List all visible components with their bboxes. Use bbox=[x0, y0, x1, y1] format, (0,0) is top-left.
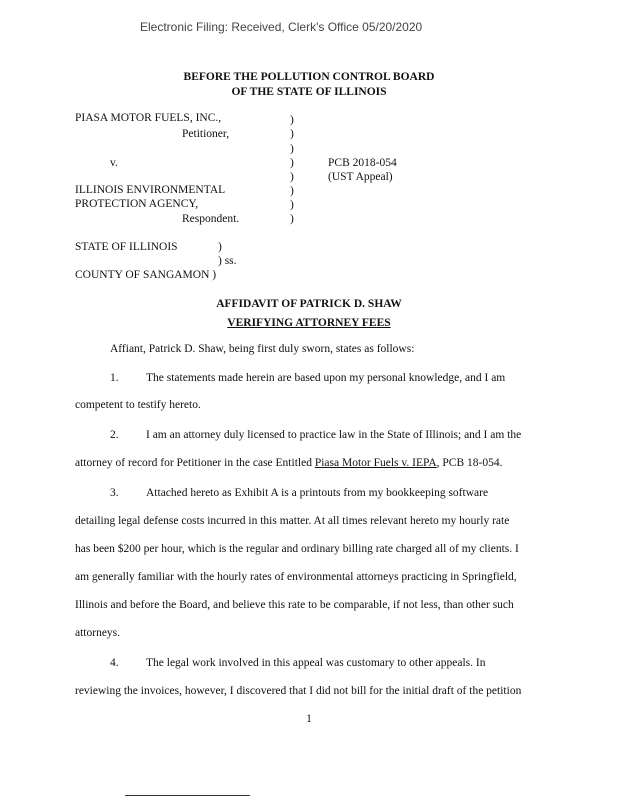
affidavit-title-line2: VERIFYING ATTORNEY FEES bbox=[227, 317, 391, 329]
para-4-number: 4. bbox=[110, 657, 119, 669]
footnote-rule bbox=[125, 795, 250, 796]
caption-paren: ) bbox=[290, 199, 294, 211]
respondent-name-line1: ILLINOIS ENVIRONMENTAL bbox=[75, 184, 226, 196]
para-3-line4: am generally familiar with the hourly rates of environmental attorneys practicing in Springfield, bbox=[75, 571, 517, 583]
para-3-line3: has been $200 per hour, which is the regular and ordinary billing rate charged all of my clients. I bbox=[75, 543, 519, 555]
caption-paren: ) bbox=[290, 128, 294, 140]
para-3-line5: Illinois and before the Board, and believe this rate to be comparable, if not less, than other such bbox=[75, 599, 514, 611]
respondent-role: Respondent. bbox=[182, 213, 240, 225]
para-2-line1: I am an attorney duly licensed to practice law in the State of Illinois; and I am the bbox=[146, 429, 522, 441]
para-2-line2 bbox=[75, 457, 502, 469]
venue-paren: ) bbox=[218, 241, 222, 253]
venue-state: STATE OF ILLINOIS bbox=[75, 241, 178, 253]
caption-paren: ) bbox=[290, 143, 294, 155]
caption-paren: ) bbox=[290, 157, 294, 169]
filing-stamp-header: Electronic Filing: Received, Clerk's Office 05/20/2020 bbox=[140, 20, 423, 34]
para-2-line2-start: attorney of record for Petitioner in the case Entitled bbox=[75, 457, 315, 469]
para-3-line2: detailing legal defense costs incurred in this matter. At all times relevant hereto my hourly rate bbox=[75, 515, 510, 527]
caption-paren: ) bbox=[290, 185, 294, 197]
para-3-line1: Attached hereto as Exhibit A is a printouts from my bookkeeping software bbox=[146, 487, 489, 499]
affidavit-title-line2-wrap bbox=[0, 313, 618, 331]
respondent-name-line2: PROTECTION AGENCY, bbox=[75, 198, 199, 210]
para-2-number: 2. bbox=[110, 429, 119, 441]
page-number: 1 bbox=[306, 713, 312, 725]
case-name: Piasa Motor Fuels v. IEPA bbox=[314, 457, 437, 469]
para-2-line2-end: , PCB 18-054. bbox=[436, 457, 503, 469]
caption-paren: ) bbox=[290, 171, 294, 183]
para-3-number: 3. bbox=[110, 487, 119, 499]
para-4-line1: The legal work involved in this appeal was customary to other appeals. In bbox=[146, 657, 486, 669]
caption-paren: ) bbox=[290, 213, 294, 225]
petitioner-name: PIASA MOTOR FUELS, INC., bbox=[75, 112, 222, 124]
board-title-line1: BEFORE THE POLLUTION CONTROL BOARD bbox=[183, 71, 435, 83]
board-title-line2: OF THE STATE OF ILLINOIS bbox=[231, 86, 387, 98]
para-4-line2: reviewing the invoices, however, I discovered that I did not bill for the initial draft of the petition bbox=[75, 685, 522, 697]
venue-ss: ) ss. bbox=[218, 255, 237, 267]
case-type: (UST Appeal) bbox=[328, 171, 393, 183]
para-1-line2: competent to testify hereto. bbox=[75, 399, 201, 411]
affidavit-title-line1: AFFIDAVIT OF PATRICK D. SHAW bbox=[216, 298, 402, 310]
petitioner-role: Petitioner, bbox=[182, 128, 230, 140]
para-1-number: 1. bbox=[110, 372, 119, 384]
venue-county: COUNTY OF SANGAMON ) bbox=[75, 269, 217, 281]
case-number: PCB 2018-054 bbox=[328, 157, 397, 169]
intro-text: Affiant, Patrick D. Shaw, being first duly sworn, states as follows: bbox=[110, 343, 415, 355]
para-1-line1: The statements made herein are based upon my personal knowledge, and I am bbox=[146, 372, 506, 384]
versus-label: v. bbox=[110, 157, 118, 169]
caption-paren: ) bbox=[290, 114, 294, 126]
para-3-line6: attorneys. bbox=[75, 627, 121, 639]
